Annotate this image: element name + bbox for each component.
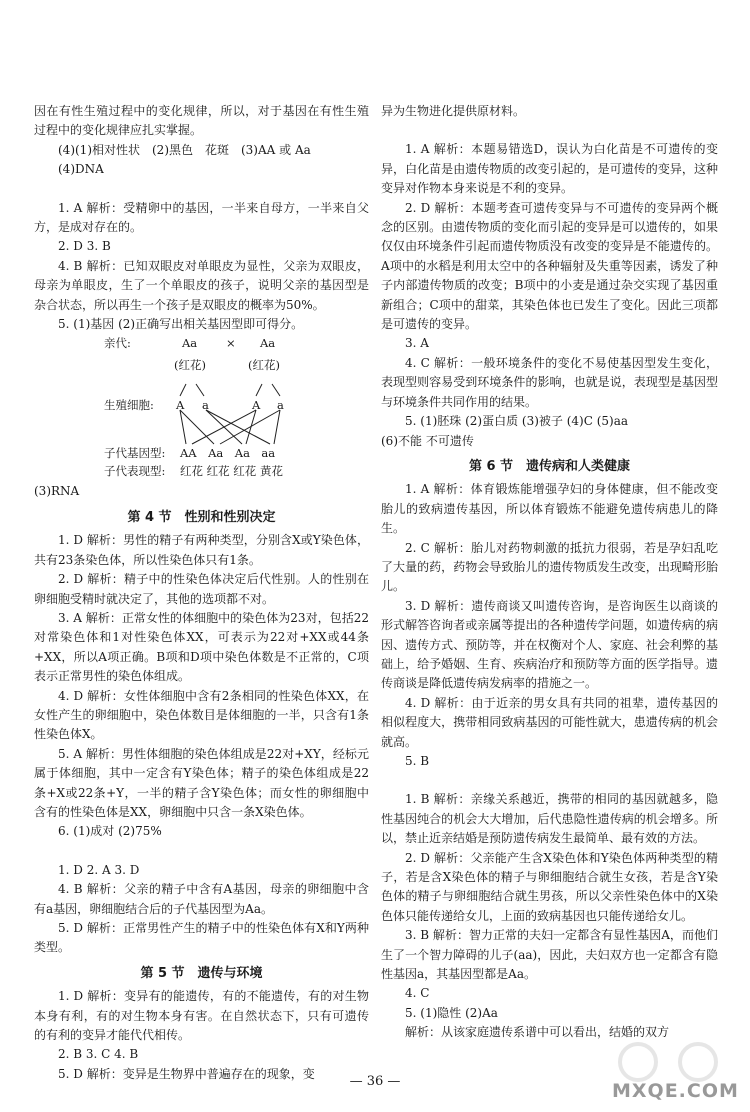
section-heading: 第 4 节 性别和性别决定 xyxy=(127,509,276,525)
paragraph: 4. B 解析：已知双眼皮对单眼皮为显性，父亲为双眼皮，母亲为单眼皮，生了一个单眼皮的孩子，说明父亲的基因型是杂合状态，所以再生一个孩子是双眼皮的概率为50%。 xyxy=(34,258,369,312)
paragraph: 因在有性生殖过程中的变化规律，所以，对于基因在有性生殖过程中的变化规律应扎实掌握。 xyxy=(34,104,369,138)
paragraph: 1. D 解析：男性的精子有两种类型，分别含X或Y染色体，共有23条染色体，所以性染色体只有1条。 xyxy=(34,533,369,567)
paragraph: 3. D 解析：遗传商谈又叫遗传咨询，是咨询医生以商谈的形式解答咨询者或亲属等提出的各种遗传学问题，如遗传病的病因、遗传方式、预防等，并在权衡对个人、家庭、社会利弊的基础上，给予婚姻、生育、疾病治疗和预防等方面的医学指导。遗传商谈是降低遗传病发病率的措施之一。 xyxy=(381,598,718,691)
paragraph: (3)RNA xyxy=(34,484,80,499)
gamete: a xyxy=(277,398,284,413)
parent-genotype: Aa xyxy=(260,336,276,351)
offspring-genotype-label: 子代基因型: xyxy=(104,446,166,461)
page-number: — 36 — xyxy=(349,1074,401,1089)
paragraph: 1. A 解析：体育锻炼能增强孕妇的身体健康，但不能改变胎儿的致病遗传基因，所以体育锻炼不能避免遗传病患儿的降生。 xyxy=(381,482,718,536)
paragraph: 2. D 解析：父亲能产生含X染色体和Y染色体两种类型的精子，若是含X染色体的精子与卵细胞结合就生女孩，若是含Y染色体的精子与卵细胞结合就生男孩，所以父亲性染色体中的X染色体只能传递给女儿，上面的致病基因也只能传递给女儿。 xyxy=(381,850,718,923)
paragraph: 2. B 3. C 4. B xyxy=(58,1047,139,1062)
parent-phenotype: (红花) xyxy=(248,358,280,373)
paragraph: 5. D 解析：正常男性产生的精子中的性染色体有X和Y两种类型。 xyxy=(34,921,369,955)
paragraph: 解析：从该家庭遗传系谱中可以看出，结婚的双方 xyxy=(405,1025,670,1040)
arrow-line xyxy=(256,384,262,396)
paragraph: 5. A 解析：男性体细胞的染色体组成是22对+XY，经标元属于体细胞，其中一定含有Y染色体；精子的染色体组成是22条+X或22条+Y，一半的精子含Y染色体；而女性的卵细胞中含有的性染色体是XX，卵细胞中只含一条X染色体。 xyxy=(34,746,369,819)
paragraph: 5. B xyxy=(405,754,430,768)
paragraph: 6. (1)成对 (2)75% xyxy=(58,824,162,839)
paragraph: 1. B 解析：亲缘关系越近，携带的相同的基因就越多，隐性基因纯合的机会大大增加，后代患隐性遗传病的机会增多。所以，禁止近亲结婚是预防遗传病发生最简单、最有效的方法。 xyxy=(381,792,718,846)
paragraph: 1. A 解析：受精卵中的基因，一半来自母方，一半来自父方，是成对存在的。 xyxy=(34,200,369,235)
gamete-label: 生殖细胞: xyxy=(104,398,154,413)
parent-phenotype: (红花) xyxy=(174,358,206,373)
paragraph: 2. D 解析：精子中的性染色体决定后代性别。人的性别在卵细胞受精时就决定了，其他的选项都不对。 xyxy=(34,572,369,606)
arrow-line xyxy=(206,410,270,444)
paragraph: 1. D 2. A 3. D xyxy=(58,862,140,877)
arrow-line xyxy=(180,384,186,396)
section-heading: 第 6 节 遗传病和人类健康 xyxy=(468,458,631,474)
offspring-phenotype-label: 子代表现型: xyxy=(104,464,166,479)
paragraph: (4)DNA xyxy=(58,162,104,177)
paragraph: 2. C 解析：胎儿对药物刺激的抵抗力很弱，若是孕妇乱吃了大量的药，药物会导致胎儿的遗传物质发生改变，出现畸形胎儿。 xyxy=(381,540,718,594)
paragraph: 异为生物进化提供原材料。 xyxy=(381,104,526,118)
paragraph: 4. D 解析：女性体细胞中含有2条相同的性染色体XX，在女性产生的卵细胞中，染色体数目是体细胞的一半，只含有1条性染色体X。 xyxy=(34,688,369,742)
paragraph: 1. D 解析：变异有的能遗传，有的不能遗传，有的对生物本身有利，有的对生物本身有害。在自然状态下，只有可遗传的有利的变异才能代代相传。 xyxy=(34,989,369,1043)
paragraph xyxy=(34,141,369,160)
watermark-text: MXQE.COM xyxy=(612,1080,739,1102)
left-column xyxy=(34,0,369,1084)
offspring-genotypes: AA Aa Aa aa xyxy=(180,446,276,461)
paragraph: 5. (1)胚珠 (2)蛋白质 (3)被子 (4)C (5)aa xyxy=(405,414,629,429)
paragraph: 5. (1)基因 (2)正确写出相关基因型即可得分。 xyxy=(58,317,304,332)
offspring-phenotypes: 红花 红花 红花 黄花 xyxy=(180,464,283,479)
paragraph: 2. D 解析：本题考查可遗传变异与不可遗传的变异两个概念的区别。由遗传物质的变化而引起的变异是可以遗传的，如果仅仅由环境条件引起而遗传物质没有改变的变异是不能遗传的。A项中的水稻是利用太空中的各种辐射及失重等因素，诱发了种子内部遗传物质的改变；B项中的小麦是通过杂交实现了基因重新组合；C项中的甜菜，其染色体也已发生了变化。因此三项都是可遗传的变异。 xyxy=(381,200,718,332)
genetic-cross-diagram xyxy=(34,334,369,482)
arrow-line xyxy=(272,384,280,396)
section-heading: 第 5 节 遗传与环境 xyxy=(140,965,263,981)
paragraph: (6)不能 不可遗传 xyxy=(381,433,474,448)
arrow-line xyxy=(196,384,204,396)
paragraph: 4. B 解析：父亲的精子中含有A基因，母亲的卵细胞中含有a基因，卵细胞结合后的子代基因型为Aa。 xyxy=(34,882,369,916)
paragraph: 2. D 3. B xyxy=(58,239,111,254)
paragraph: 4. C 解析：一般环境条件的变化不易使基因型发生变化，表现型则容易受到环境条件的影响，也就是说，表现型是基因型与环境条件共同作用的结果。 xyxy=(381,355,718,409)
cross-symbol: × xyxy=(226,336,236,351)
parents-label: 亲代: xyxy=(104,336,131,351)
paragraph: 1. A 解析：本题易错选D，误认为白化苗是不可遗传的变异，白化苗是由遗传物质的改变引起的，是可遗传的变异，这种变异对作物本身来说是不利的变异。 xyxy=(381,142,718,196)
paragraph: 5. (1)隐性 (2)Aa xyxy=(405,1005,498,1020)
gamete: A xyxy=(176,398,185,413)
paragraph: 5. D 解析：变异是生物界中普遍存在的现象，变 xyxy=(58,1066,315,1081)
paragraph: 4. D 解析：由于近亲的男女具有共同的祖辈，遗传基因的相似程度大，携带相同致病基因的可能性就大，患遗传病的机会就高。 xyxy=(381,695,718,749)
answer-4-text: (4)(1)相对性状 (2)黑色 花斑 (3)AA 或 Aa xyxy=(58,142,311,157)
gamete: a xyxy=(202,398,209,413)
paragraph: 3. A 解析：正常女性的体细胞中的染色体为23对，包括22对常染色体和1对性染色体XX，可表示为22对+XX或44条+XX，所以A项正确。B项和D项中染色体数是不正常的，C项表示正常男性的染色体组成。 xyxy=(34,610,369,684)
parent-genotype: Aa xyxy=(182,336,198,351)
gamete: A xyxy=(252,398,261,413)
paragraph: 3. B 解析：智力正常的夫妇一定都含有显性基因A，而他们生了一个智力障碍的儿子(aa)，因此，夫妇双方也一定都含有隐性基因a，其基因型都是Aa。 xyxy=(381,928,718,982)
paragraph: 3. A xyxy=(405,336,429,351)
right-column xyxy=(381,0,718,1043)
paragraph: 4. C xyxy=(405,986,430,1001)
arrow-line xyxy=(220,410,280,444)
